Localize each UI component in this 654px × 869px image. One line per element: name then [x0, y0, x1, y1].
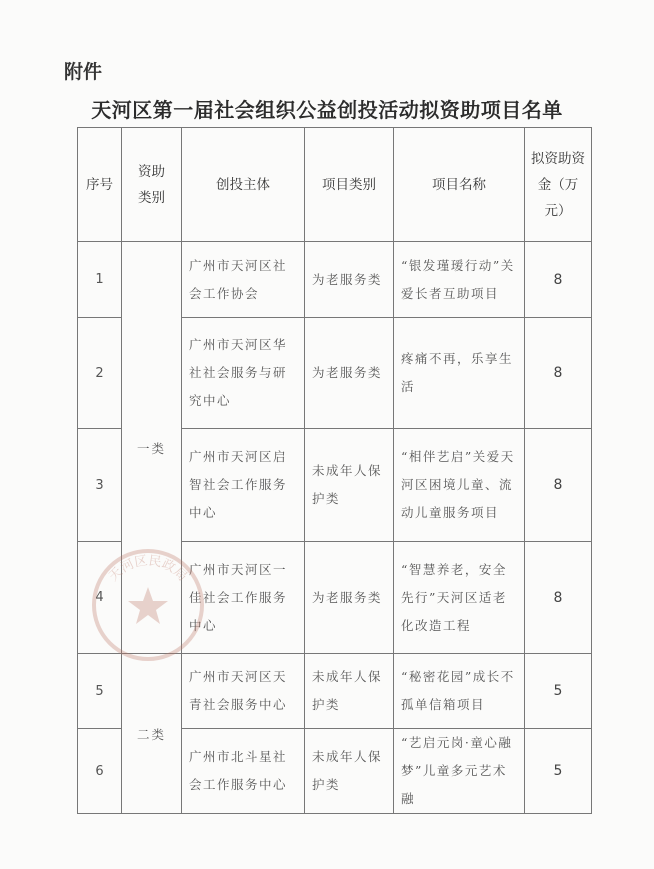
- header-project-type: 项目类别: [305, 128, 394, 242]
- row-funding: 8: [525, 429, 592, 542]
- category-second: 二类: [122, 654, 182, 814]
- header-entity: 创投主体: [182, 128, 305, 242]
- row-project-type: 未成年人保护类: [305, 654, 394, 729]
- header-seq: 序号: [78, 128, 122, 242]
- attachment-label: 附件: [64, 61, 103, 83]
- row-project-name: “秘密花园”成长不孤单信箱项目: [394, 654, 525, 729]
- row-entity: 广州市天河区社会工作协会: [182, 242, 305, 318]
- header-funding: 拟资助资金（万元）: [525, 128, 592, 242]
- row-project-name: “智慧养老，安全先行”天河区适老化改造工程: [394, 542, 525, 654]
- row-project-type: 为老服务类: [305, 318, 394, 429]
- row-entity: 广州市天河区一佳社会工作服务中心: [182, 542, 305, 654]
- row-funding: 8: [525, 318, 592, 429]
- row-funding: 5: [525, 654, 592, 729]
- row-entity: 广州市天河区启智社会工作服务中心: [182, 429, 305, 542]
- row-project-type: 为老服务类: [305, 542, 394, 654]
- row-seq: 1: [78, 242, 122, 318]
- row-funding: 5: [525, 729, 592, 814]
- row-project-type: 未成年人保护类: [305, 729, 394, 814]
- row-entity: 广州市天河区天青社会服务中心: [182, 654, 305, 729]
- row-entity: 广州市北斗星社会工作服务中心: [182, 729, 305, 814]
- table-row: [78, 242, 592, 318]
- row-project-type: 为老服务类: [305, 242, 394, 318]
- document-title: 天河区第一届社会组织公益创投活动拟资助项目名单: [91, 98, 563, 122]
- row-seq: 5: [78, 654, 122, 729]
- row-seq: 6: [78, 729, 122, 814]
- seal-text: 天河区民政局: [106, 553, 190, 585]
- row-seq: 3: [78, 429, 122, 542]
- table-row: [78, 654, 592, 729]
- header-project-name: 项目名称: [394, 128, 525, 242]
- category-first: 一类: [122, 242, 182, 654]
- table-header-row: [78, 128, 592, 242]
- row-project-type: 未成年人保护类: [305, 429, 394, 542]
- row-project-name: “艺启元岗·童心融梦”儿童多元艺术融: [394, 729, 525, 814]
- row-funding: 8: [525, 242, 592, 318]
- row-seq: 2: [78, 318, 122, 429]
- row-project-name: “相伴艺启”关爱天河区困境儿童、流动儿童服务项目: [394, 429, 525, 542]
- row-project-name: 疼痛不再，乐享生活: [394, 318, 525, 429]
- row-funding: 8: [525, 542, 592, 654]
- row-seq: 4: [78, 542, 122, 654]
- row-project-name: “银发瑾瑷行动”关爱长者互助项目: [394, 242, 525, 318]
- row-entity: 广州市天河区华社社会服务与研究中心: [182, 318, 305, 429]
- funding-table: [77, 127, 592, 814]
- header-category: 资助类别: [122, 128, 182, 242]
